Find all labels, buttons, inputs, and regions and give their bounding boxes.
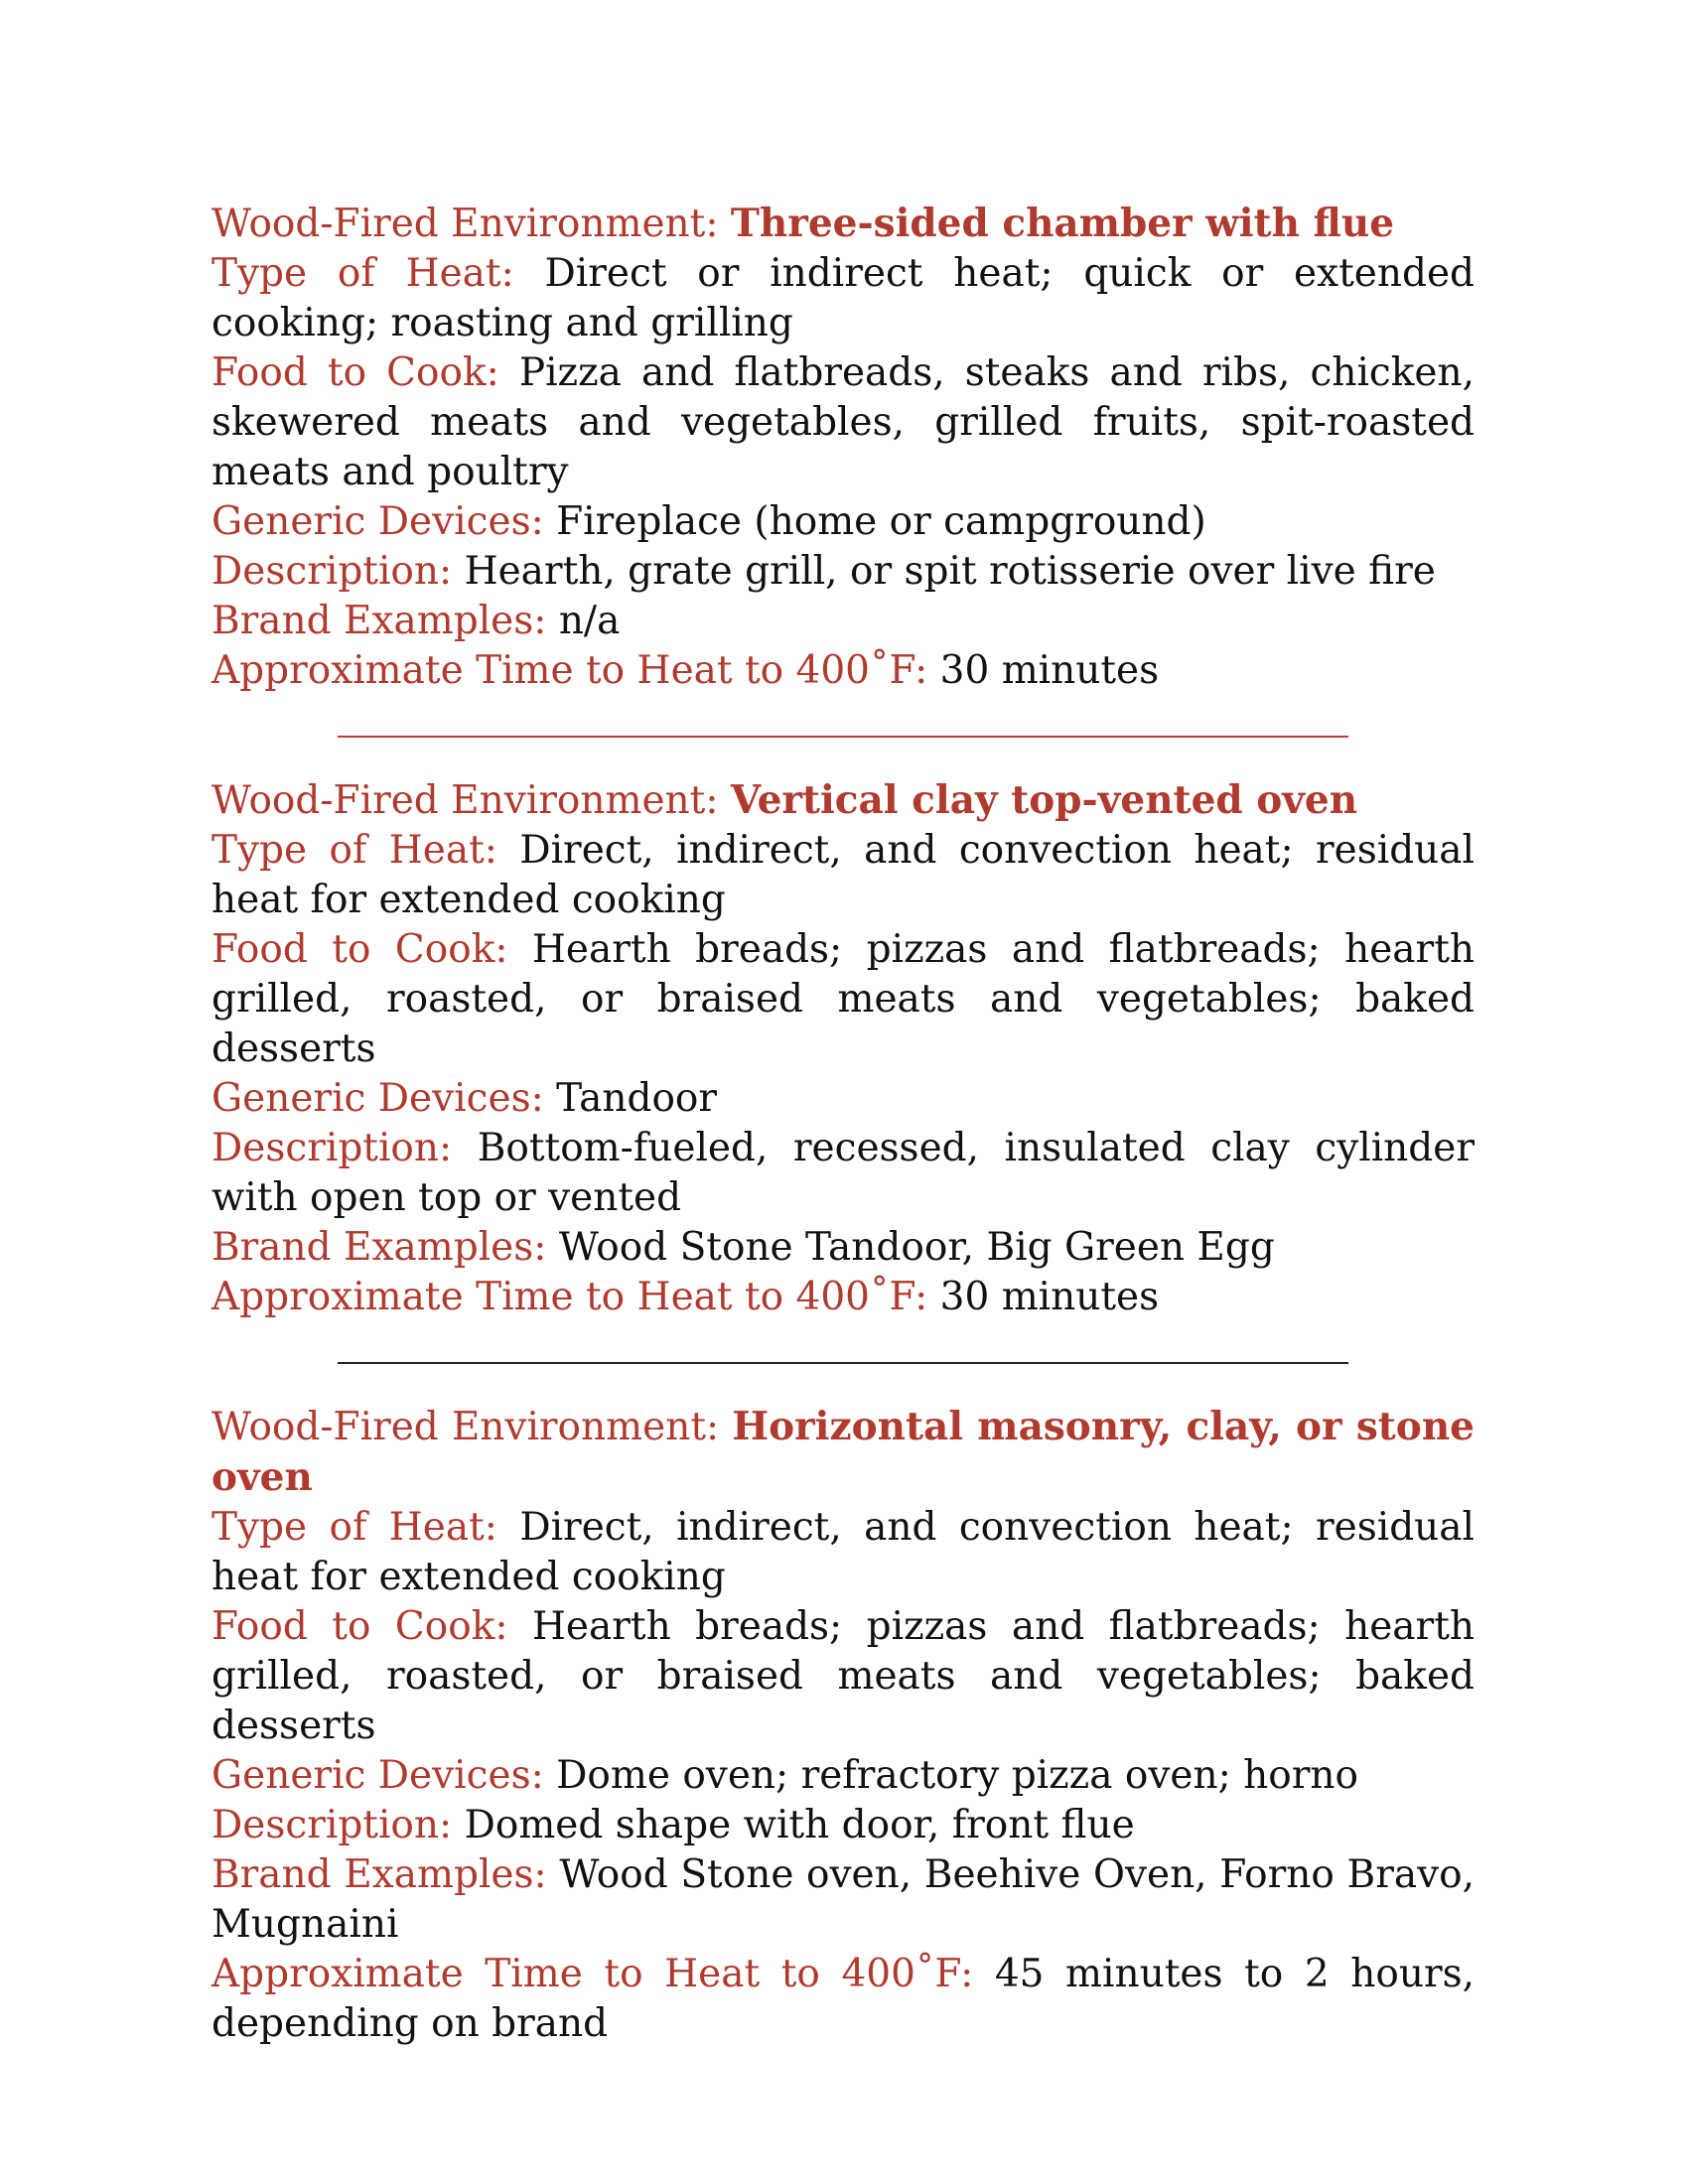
time-label: Approximate Time to Heat to 400˚F: (211, 1952, 995, 1996)
section-divider (338, 1362, 1348, 1364)
time-line (211, 1273, 1475, 1322)
environment-value: Horizontal masonry, clay, or stone oven (211, 1404, 1475, 1500)
time-line (211, 1950, 1475, 2049)
brands-line (211, 597, 1475, 646)
heat-label: Type of Heat: (211, 828, 520, 873)
environment-label: Wood-Fired Environment: (211, 778, 731, 823)
food-line (211, 925, 1475, 1074)
environment-line (211, 199, 1475, 249)
food-value: Pizza and flatbreads, steaks and ribs, chicken, skewered meats and vegetables, grilled fruits, spit-roasted meats and poultry (211, 350, 1475, 494)
time-value: 30 minutes (939, 648, 1160, 693)
brands-value: n/a (558, 599, 621, 643)
devices-value: Fireplace (home or campground) (556, 499, 1206, 544)
environment-line (211, 1402, 1475, 1503)
description-line (211, 547, 1475, 597)
time-value: 45 minutes to 2 hours, depending on brand (211, 1952, 1476, 2046)
brands-value: Wood Stone oven, Beehive Oven, Forno Bravo, Mugnaini (211, 1852, 1475, 1947)
environment-value: Three-sided chamber with flue (730, 201, 1395, 246)
heat-line (211, 1503, 1475, 1602)
heat-label: Type of Heat: (211, 251, 545, 296)
environment-label: Wood-Fired Environment: (211, 1405, 733, 1449)
entry-tandoor (211, 775, 1475, 1322)
description-label: Description: (211, 1803, 465, 1847)
brands-value: Wood Stone Tandoor, Big Green Egg (558, 1225, 1275, 1270)
food-label: Food to Cook: (211, 350, 519, 395)
food-line (211, 1602, 1475, 1751)
food-value: Hearth breads; pizzas and flatbreads; hearth grilled, roasted, or braised meats and vegetables; baked desserts (211, 1604, 1475, 1748)
environment-label: Wood-Fired Environment: (211, 202, 731, 246)
devices-line (211, 497, 1475, 547)
description-label: Description: (211, 1126, 478, 1170)
environment-line (211, 775, 1475, 826)
description-line (211, 1801, 1475, 1850)
brands-line (211, 1850, 1475, 1950)
description-label: Description: (211, 549, 465, 594)
description-value: Domed shape with door, front flue (464, 1803, 1135, 1847)
devices-label: Generic Devices: (211, 1076, 557, 1121)
heat-line (211, 826, 1475, 925)
brands-label: Brand Examples: (211, 1852, 560, 1897)
entry-dome-oven (211, 1402, 1475, 2049)
food-value: Hearth breads; pizzas and flatbreads; hearth grilled, roasted, or braised meats and vegetables; baked desserts (211, 927, 1475, 1071)
section-divider (338, 736, 1348, 738)
devices-value: Dome oven; refractory pizza oven; horno (556, 1753, 1358, 1798)
food-line (211, 348, 1475, 497)
heat-value: Direct or indirect heat; quick or extended cooking; roasting and grilling (211, 251, 1475, 345)
heat-value: Direct, indirect, and convection heat; residual heat for extended cooking (211, 828, 1476, 922)
heat-line (211, 249, 1475, 348)
devices-label: Generic Devices: (211, 1753, 557, 1798)
food-label: Food to Cook: (211, 1604, 532, 1649)
environment-value: Vertical clay top-vented oven (730, 777, 1358, 823)
devices-value: Tandoor (556, 1076, 718, 1121)
heat-value: Direct, indirect, and convection heat; residual heat for extended cooking (211, 1505, 1476, 1599)
document-page (211, 199, 1475, 2049)
devices-line (211, 1751, 1475, 1801)
description-value: Bottom-fueled, recessed, insulated clay cylinder with open top or vented (211, 1126, 1475, 1220)
time-label: Approximate Time to Heat to 400˚F: (211, 648, 940, 693)
brands-label: Brand Examples: (211, 599, 559, 643)
time-value: 30 minutes (939, 1275, 1160, 1319)
brands-label: Brand Examples: (211, 1225, 559, 1270)
description-line (211, 1124, 1475, 1223)
time-line (211, 646, 1475, 696)
devices-line (211, 1074, 1475, 1124)
description-value: Hearth, grate grill, or spit rotisserie over live fire (464, 549, 1436, 594)
entry-fireplace (211, 199, 1475, 696)
heat-label: Type of Heat: (211, 1505, 520, 1550)
time-label: Approximate Time to Heat to 400˚F: (211, 1275, 940, 1319)
devices-label: Generic Devices: (211, 499, 557, 544)
food-label: Food to Cook: (211, 927, 532, 972)
brands-line (211, 1223, 1475, 1273)
